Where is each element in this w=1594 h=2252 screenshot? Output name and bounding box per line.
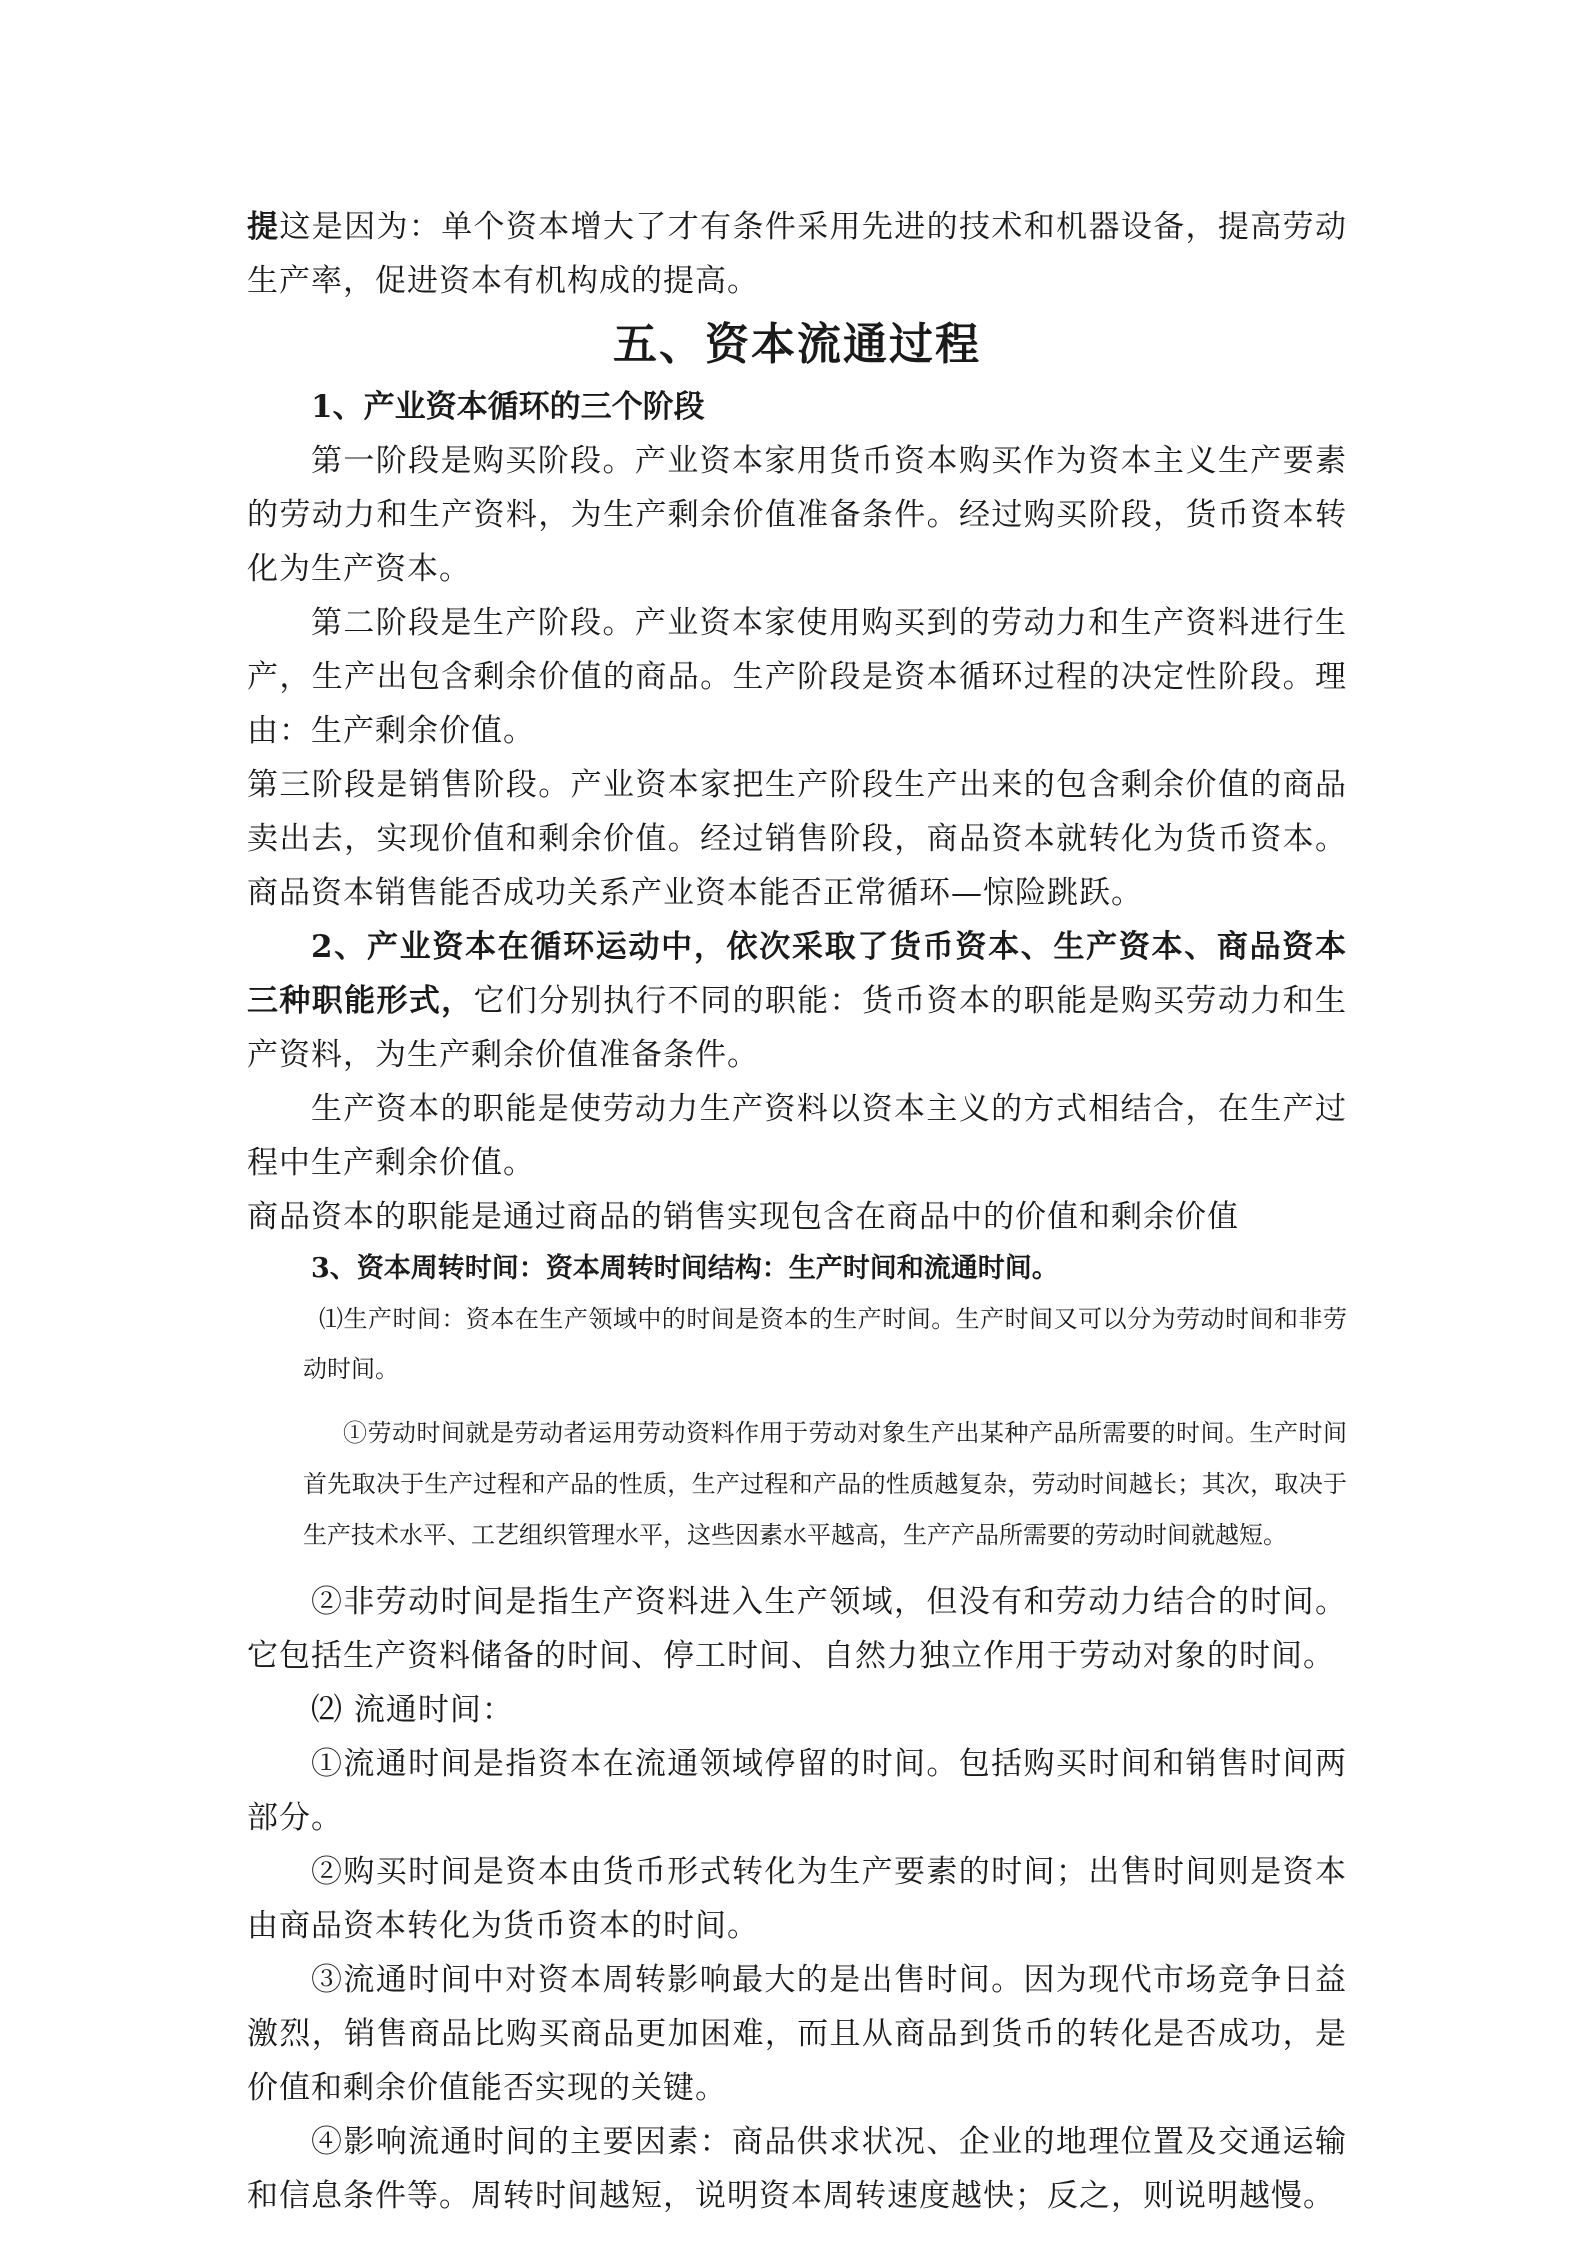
capital-forms-text: 它们分别执行不同的职能：货币资本的职能是购买劳动力和生产资料，为生产剩余价值准备条件。 [247,983,1347,1073]
intro-paragraph [247,200,1347,308]
intro-bold-lead: 提 [247,209,280,245]
paragraph-stage-3: 第三阶段是销售阶段。产业资本家把生产阶段生产出来的包含剩余价值的商品卖出去，实现价值和剩余价值。经过销售阶段，商品资本就转化为货币资本。商品资本销售能否成功关系产业资本能否正常循环—惊险跳跃。 [247,767,1347,911]
paragraph-stage-1: 第一阶段是购买阶段。产业资本家用货币资本购买作为资本主义生产要素的劳动力和生产资料，为生产剩余价值准备条件。经过购买阶段，货币资本转化为生产资本。 [247,443,1347,587]
capital-forms-bold: 2、产业资本在循环运动中，依次采取了货币资本、生产资本、商品资本三种职能形式， [247,929,1347,1019]
paragraph-production-time: ⑴生产时间：资本在生产领域中的时间是资本的生产时间。生产时间又可以分为劳动时间和非劳动时间。 [303,1305,1347,1383]
paragraph-capital-forms [247,920,1347,1082]
heading-turnover-time: 3、资本周转时间：资本周转时间结构：生产时间和流通时间。 [311,1253,1059,1284]
paragraph-non-labor-time: ②非劳动时间是指生产资料进入生产领域，但没有和劳动力结合的时间。它包括生产资料储备的时间、停工时间、自然力独立作用于劳动对象的时间。 [247,1584,1347,1674]
paragraph-labor-time: ①劳动时间就是劳动者运用劳动资料作用于劳动对象生产出某种产品所需要的时间。生产时间首先取决于生产过程和产品的性质，生产过程和产品的性质越复杂，劳动时间越长；其次，取决于生产技术水平、工艺组织管理水平，这些因素水平越高，生产产品所需要的劳动时间就越短。 [303,1419,1347,1549]
section-title: 五、资本流通过程 [613,319,981,370]
document-page [247,200,1347,2223]
heading-circulation-time: ⑵ 流通时间： [311,1692,514,1728]
paragraph-stage-2: 第二阶段是生产阶段。产业资本家使用购买到的劳动力和生产资料进行生产，生产出包含剩余价值的商品。生产阶段是资本循环过程的决定性阶段。理由：生产剩余价值。 [247,605,1347,749]
paragraph-circulation-3: ③流通时间中对资本周转影响最大的是出售时间。因为现代市场竞争日益激烈，销售商品比购买商品更加困难，而且从商品到货币的转化是否成功，是价值和剩余价值能否实现的关键。 [247,1962,1347,2106]
paragraph-production-capital: 生产资本的职能是使劳动力生产资料以资本主义的方式相结合，在生产过程中生产剩余价值。 [247,1091,1347,1181]
intro-text: 这是因为：单个资本增大了才有条件采用先进的技术和机器设备，提高劳动生产率，促进资本有机构成的提高。 [247,209,1348,299]
paragraph-circulation-2: ②购买时间是资本由货币形式转化为生产要素的时间；出售时间则是资本由商品资本转化为货币资本的时间。 [247,1854,1347,1944]
spacer [247,1561,1347,1575]
paragraph-commodity-capital: 商品资本的职能是通过商品的销售实现包含在商品中的价值和剩余价值 [247,1199,1239,1235]
paragraph-circulation-4: ④影响流通时间的主要因素：商品供求状况、企业的地理位置及交通运输和信息条件等。周转时间越短，说明资本周转速度越快；反之，则说明越慢。 [247,2124,1347,2214]
heading-industrial-capital-stages: 1、产业资本循环的三个阶段 [311,389,705,425]
paragraph-circulation-1: ①流通时间是指资本在流通领域停留的时间。包括购买时间和销售时间两部分。 [247,1746,1347,1836]
